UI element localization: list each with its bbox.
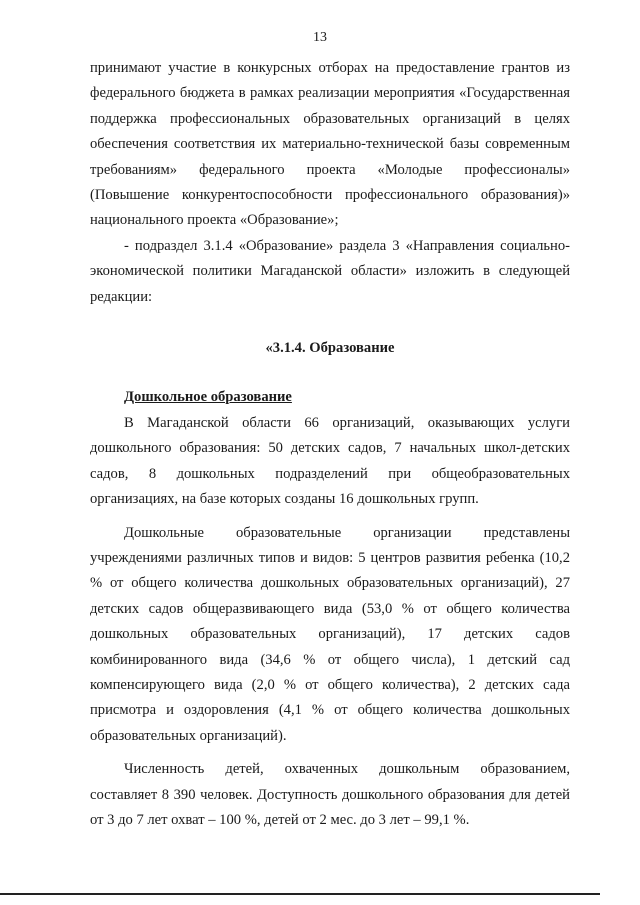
- paragraph-grants-continuation: принимают участие в конкурсных отборах на предоставление грантов из федерального бюджета в рамках реализации мероприятия «Государственная поддержка профессиональных образовательных организаций в целях обеспечения соответствия их материально-технической базы современным требованиям» федерального проекта «Молодые профессионалы» (Повышение конкурентоспособности профессионального образования)» национального проекта «Образование»;: [90, 60, 570, 229]
- paragraph-preschool-organizations: В Магаданской области 66 организаций, оказывающих услуги дошкольного образования: 50 детских садов, 7 начальных школ-детских садов, 8 дошкольных подразделений при общеобразовательных организациях, на базе которых созданы 16 дошкольных групп.: [90, 414, 570, 508]
- paragraph-amendment-instruction: - подраздел 3.1.4 «Образование» раздела 3 «Направления социально-экономической политики Магаданской области» изложить в следующей редакции:: [90, 237, 570, 305]
- footer-rule: [0, 893, 600, 895]
- page-number: 13: [313, 30, 327, 45]
- subsection-title-preschool: Дошкольное образование: [124, 389, 292, 406]
- paragraph-preschool-types: Дошкольные образовательные организации представлены учреждениями различных типов и видов: 5 центров развития ребенка (10,2 % от общего количества дошкольных образовательных организаций), 27 детских садов общеразвивающего вида (53,0 % от общего количества дошкольных образовательных организаций), 17 детских садов комбинированного вида (34,6 % от общего числа), 1 детский сад компенсирующего вида (2,0 % от общего количества), 2 детских сада присмотра и оздоровления (4,1 % от общего количества дошкольных образовательных организаций).: [90, 524, 570, 744]
- section-title: «3.1.4. Образование: [265, 340, 395, 357]
- paragraph-preschool-coverage: Численность детей, охваченных дошкольным образованием, составляет 8 390 человек. Доступность дошкольного образования для детей от 3 до 7 лет охват – 100 %, детей от 2 мес. до 3 лет – 99,1 %.: [90, 761, 570, 828]
- document-body: [90, 56, 570, 833]
